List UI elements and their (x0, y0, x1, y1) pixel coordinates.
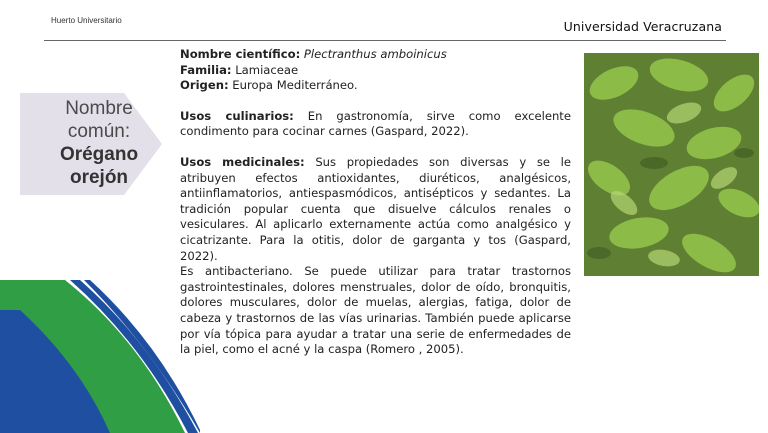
culinary-uses-label: Usos culinarios: (180, 108, 294, 123)
callout-text (40, 97, 158, 189)
header-divider (44, 40, 726, 41)
origin-value: Europa Mediterráneo. (232, 78, 358, 93)
scientific-name-row (180, 47, 571, 63)
medicinal-uses-text: Sus propiedades son diversas y se le atribuyen efectos antioxidantes, diuréticos, analgésicos, antiinflamatorios, antiespasmódicos, antisépticos y sedantes. La tradición popular cuenta que disuelve cálculos renales o vesiculares. Al aplicarlo externamente actúa como analgésico y cicatrizante. Para la otitis, dolor de garganta y tos (Gaspard, 2022). (180, 154, 571, 263)
origin-label: Origen: (180, 78, 229, 93)
callout-line-1: Nombre (65, 98, 133, 119)
callout-line-4: orejón (69, 167, 129, 188)
scientific-name-value: Plectranthus amboinicus (303, 47, 447, 61)
callout-line-2: común: (67, 121, 131, 142)
plant-leaves-icon (584, 53, 759, 276)
medicinal-uses-label: Usos medicinales: (180, 154, 305, 169)
family-value: Lamiaceae (235, 62, 299, 77)
content-block (180, 47, 571, 358)
origin-row (180, 78, 571, 94)
medicinal-uses-paragraph (180, 155, 571, 264)
family-label: Familia: (180, 62, 232, 77)
plant-photo (584, 53, 759, 276)
callout-line-3: Orégano (59, 144, 139, 165)
family-row (180, 63, 571, 79)
medicinal-uses-paragraph-2: Es antibacteriano. Se puede utilizar para tratar trastornos gastrointestinales, dolores menstruales, dolor de oído, bronquitis, dolores musculares, dolor de muelas, alergias, fatiga, dolor de cabeza y trastornos de las vías urinarias. También puede aplicarse por vía tópica para ayudar a tratar una serie de enfermedades de la piel, como el acné y la caspa (Romero , 2005). (180, 264, 571, 357)
scientific-name-label: Nombre científico: (180, 47, 301, 61)
corner-wave-decoration (0, 270, 200, 433)
culinary-uses-text: En gastronomía, sirve como excelente condimento para cocinar carnes (Gaspard, 2022). (180, 108, 571, 139)
common-name-callout (20, 93, 162, 195)
header-left-title: Huerto Universitario (51, 16, 122, 25)
header-right-title: Universidad Veracruzana (563, 19, 722, 34)
culinary-uses-paragraph (180, 109, 571, 140)
